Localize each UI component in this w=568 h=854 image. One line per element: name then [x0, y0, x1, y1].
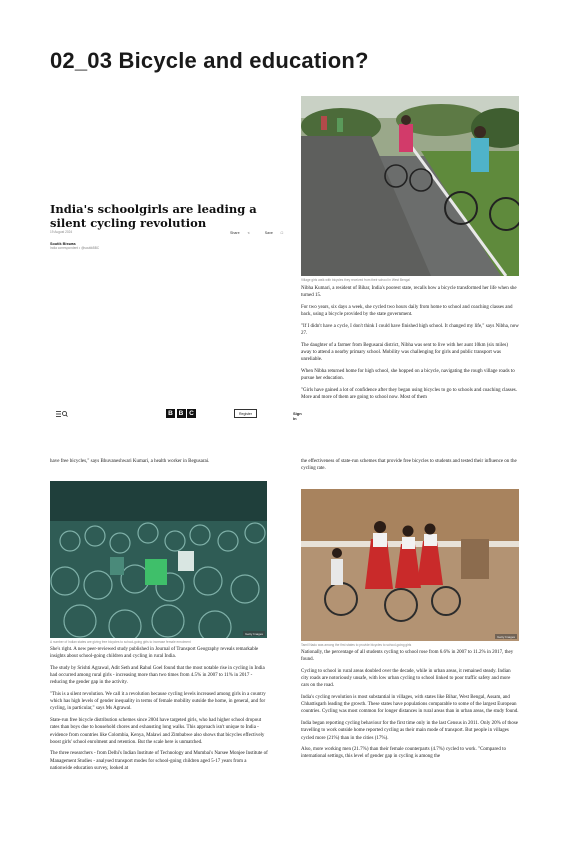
paragraph: When Nibha returned home for high school, she hopped on a bicycle, navigating the rough village roads to pursue her education. [301, 368, 515, 382]
paragraph: "If I didn't have a cycle, I don't think I could have finished high school. It changed my life," says Nibha, now 27. [301, 323, 519, 337]
bookmark-icon: □ [280, 231, 284, 235]
share-save-bar [230, 231, 297, 235]
share-button[interactable] [230, 231, 257, 235]
paragraph: the effectiveness of state-run schemes that provide free bicycles to students and tested their influence on the cycling rate. [301, 459, 517, 472]
bbc-nav-bar [50, 408, 302, 421]
photo-caption: A number of Indian states are giving free bicycles to school-going girls to increase female enrolment [50, 640, 191, 644]
logo-letter: B [166, 409, 175, 418]
image-credit: Getty Images [497, 634, 515, 639]
paragraph: have free bicycles," says Bhuvaneshwari Kumari, a health worker in Begusarai. [50, 459, 210, 464]
paragraph: Nationally, the percentage of all students cycling to school rose from 6.6% in 2007 to 11.2% in 2017, they found. [301, 650, 514, 663]
article-headline: India's schoolgirls are leading a silent cycling revolution [50, 202, 257, 230]
photo-caption: Village girls walk with bicycles they received from their school in West Bengal [301, 278, 410, 282]
signin-link[interactable]: Sign In [293, 410, 302, 421]
save-button[interactable] [265, 231, 290, 235]
share-label: Share [230, 231, 240, 235]
paragraph: India began reporting cycling behaviour for the first time only in the last Census in 2011. Only 20% of those travelling to work outside home reported cycling as their main mode of transport. But people in villages cycled more (21%) than in the cities (17%). [301, 721, 518, 741]
share-icon: < [247, 231, 250, 235]
paragraph: She's right. A new peer-reviewed study published in Journal of Transport Geography reveals remarkable insights about school-going children and cycling in rural India. [50, 647, 259, 660]
bicycles-rows-photo [50, 481, 267, 638]
bottom-left-lead [50, 458, 268, 470]
paragraph: Cycling to school in rural areas doubled over the decade, while in urban areas, it remained steady. Indian city roads are notoriously unsafe, with low urban cycling to school linked to poor traffic safety and more cars on the road. [301, 668, 511, 689]
paragraph: The daughter of a farmer from Begusarai district, Nibha was sent to live with her aunt 10km (six miles) away to attend a nearby primary school. Mobility was challenging for girls and public transport was unreliable. [301, 342, 509, 363]
paragraph: "This is a silent revolution. We call it a revolution because cycling levels increased among girls in a country which has high levels of gender inequality in terms of female mobility outside the home, in general, and for cycling, in particular," says Ms Agrawal. [50, 692, 266, 712]
author-role: India correspondent • @soutikBBC [50, 246, 100, 250]
paragraph: Also, more working men (21.7%) than their female counterparts (4.7%) cycled to work. "Compared to international settings, this level of gender gap in cycling is among the [301, 747, 507, 760]
hamburger-menu-icon[interactable] [56, 409, 68, 419]
save-label: Save [264, 231, 273, 235]
slide-title: 02_03 Bicycle and education? [50, 48, 369, 73]
bottom-right-text [301, 649, 519, 765]
schoolgirls-cycling-photo [301, 96, 519, 276]
logo-letter: B [177, 409, 186, 418]
paragraph: Nibha Kumari, a resident of Bihar, India's poorest state, recalls how a bicycle transformed her life when she turned 15. [301, 286, 517, 299]
paragraph: State-run free bicycle distribution schemes since 2004 have targeted girls, who had higher school dropout rates than boys due to household chores and exhausting long walks. This approach isn't unique to India - evidence from countries like Colombia, Kenya, Malawi and Zimbabwe also shows that bicycles effectively boost girls' school enrolment and retention. But the scale here is unmatched. [50, 718, 265, 745]
image-credit: Getty Images [245, 631, 263, 636]
photo-caption: Tamil Nadu was among the first states to provide bicycles to school-going girls [301, 643, 412, 647]
logo-letter: C [187, 409, 196, 418]
tamil-nadu-schoolgirls-photo [301, 489, 519, 641]
paragraph: The study by Srishti Agrawal, Adit Seth and Rahul Goel found that the most notable rise in cycling in India had occurred among rural girls - increasing more than two times from 4.5% in 2007 to 11% in 2017 - reducing the gender gap in the activity. [50, 665, 265, 686]
search-icon [63, 412, 67, 416]
author-name[interactable]: Soutik Biswas [50, 242, 76, 246]
bottom-right-lead [301, 458, 519, 477]
paragraph: India's cycling revolution is most substantial in villages, with states like Bihar, West Bengal, Assam, and Chhattisgarh leading the growth. These states have populations comparable to some of the largest European countries. Cycling was most common for longer distances in rural areas than in urban areas, the study found. [301, 695, 519, 715]
paragraph: The three researchers - from Delhi's Indian Institute of Technology and Mumbai's Narsee Monjee Institute of Management Studies - analysed transport modes for school-going children aged 5-17 years from a nationwide education survey, looked at [50, 751, 268, 771]
top-right-text [301, 285, 519, 406]
bottom-left-text [50, 646, 268, 777]
register-button[interactable]: Register [234, 409, 257, 418]
paragraph: "Girls have gained a lot of confidence after they began using bicycles to go to schools and coaching classes. More and more of them are going to school now. Most of them [301, 387, 518, 400]
paragraph: For two years, six days a week, she cycled two hours daily from home to school and coaching classes and back, using a bicycle provided by the state government. [301, 304, 513, 318]
article-date: 19 August 2024 [50, 230, 73, 234]
bbc-logo[interactable] [166, 409, 196, 418]
